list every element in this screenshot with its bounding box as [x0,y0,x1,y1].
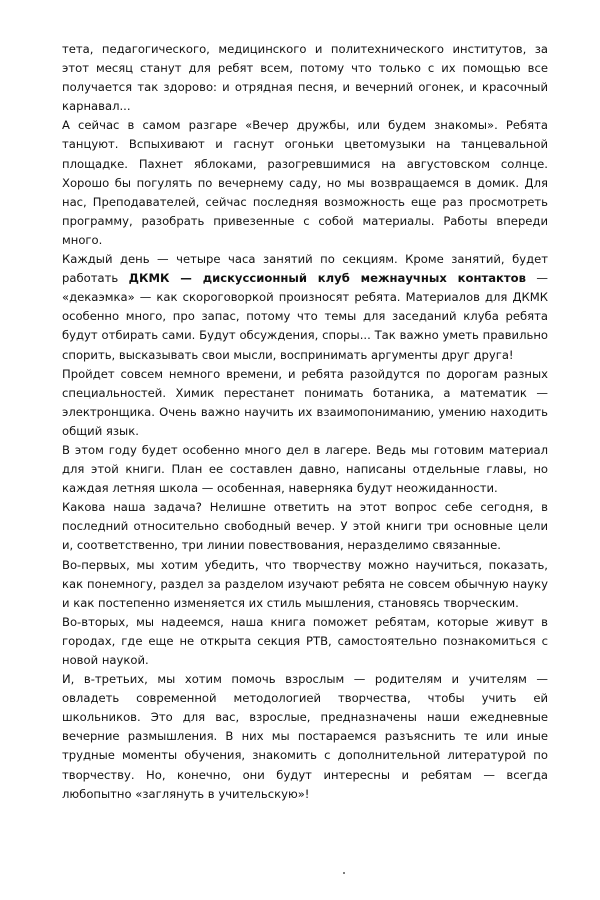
paragraph-2: А сейчас в самом разгаре «Вечер дружбы, или будем знакомы». Ребята танцуют. Вспыхивают и гаснут огоньки цветомузыки на танцевальной площадке. Пахнет яблоками, разогревшимися на августовском солнце. Хорошо бы погулять по вечернему саду, но мы возвращаемся в домик. Для нас, Преподавателей, сейчас последняя возможность еще раз просмотреть программу, разобрать привезенные с собой материалы. Работы впереди много. [62,118,548,247]
paragraph-3-after: — «декаэмка» — как скороговоркой произносят ребята. Материалов для ДКМК особенно много, про запас, потому что темы для заседаний клуба ребята будут отбирать сами. Будут обсуждения, споры... Так важно уметь правильно спорить, высказывать свои мысли, воспринимать аргументы друг друга! [62,271,548,362]
paragraph-4: Пройдет совсем немного времени, и ребята разойдутся по дорогам разных специальностей. Химик перестанет понимать ботаника, а математик — электронщика. Очень важно научить их взаимопониманию, умению находить общий язык. [62,366,548,438]
paragraph-7: Во-первых, мы хотим убедить, что творчеству можно научиться, показать, как понемногу, раздел за разделом изучают ребята не совсем обычную науку и как постепенно изменяется их стиль мышления, становясь творческим. [62,557,548,610]
paragraph-1: тета, педагогического, медицинского и политехнического институтов, за этот месяц станут для ребят всем, потому что только с их помощью все получается так здорово: и отрядная песня, и вечерний огонек, и красочный карнавал... [62,42,548,114]
page-mark-dot [343,872,345,874]
paragraph-5: В этом году будет особенно много дел в лагере. Ведь мы готовим материал для этой книги. План ее составлен давно, написаны отдельные главы, но каждая летняя школа — особенная, наверняка будут неожиданности. [62,442,548,496]
paragraph-3 [62,250,548,365]
paragraph-6: Какова наша задача? Нелишне ответить на этот вопрос себе сегодня, в последний относительно свободный вечер. У этой книги три основные цели и, соответственно, три линии повествования, неразделимо связанные. [62,500,548,553]
paragraph-3-before: Каждый день — четыре часа занятий по секциям. Кроме занятий, будет работать [62,252,548,286]
paragraph-9: И, в-третьих, мы хотим помочь взрослым — родителям и учителям — овладеть современной методологией творчества, чтобы учить ей школьников. Это для вас, взрослые, предназначены наши ежедневные вечерние размышления. В них мы постараемся разъяснить те или иные трудные моменты обучения, знакомить с дополнительной литературой по творчеству. Но, конечно, они будут интересны и ребятам — всегда любопытно «заглянуть в учительскую»! [62,672,548,801]
page-text [62,40,548,804]
dkmk-bold-term: ДКМК — дискуссионный клуб межнаучных контактов [128,271,526,286]
paragraph-8: Во-вторых, мы надеемся, наша книга поможет ребятам, которые живут в городах, где еще не открыта секция РТВ, самостоятельно познакомиться с новой наукой. [62,614,548,667]
